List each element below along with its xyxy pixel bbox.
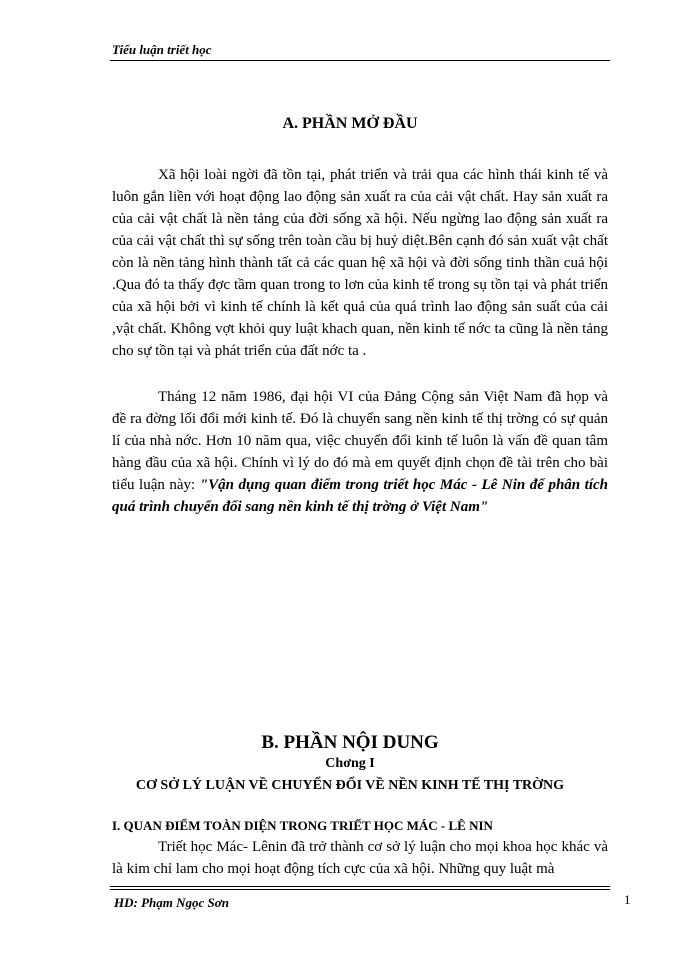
- chapter-title: CƠ SỞ LÝ LUẬN VỀ CHUYỂN ĐỔI VỀ NỀN KINH TẾ THỊ TRỜNG: [135, 778, 565, 793]
- footer-author: HD: Phạm Ngọc Sơn: [114, 895, 229, 910]
- subheading: I. QUAN ĐIỂM TOÀN DIỆN TRONG TRIẾT HỌC MÁC - LÊ NIN: [112, 818, 493, 833]
- chapter-label: Chơng I: [325, 756, 375, 771]
- content-paragraph: Triết học Mác- Lênin đã trở thành cơ sở lý luận cho mọi khoa học khác và là kim chỉ lam cho mọi hoạt động tích cực của xã hội. Những quy luật mà: [112, 839, 608, 877]
- intro-paragraph: Xã hội loài ngời đã tồn tại, phát triển và trải qua các hình thái kinh tế và luôn gắn liền với hoạt động lao động sản xuất ra của cải vật chất. Hay sản xuất ra của cải vật chất là nền tảng của đời sống xã hội. Nếu ngừng lao động sản xuất ra của cải vật chất thì sự sống trên toàn cầu bị huỷ diệt.Bên cạnh đó sản xuất vật chất còn là nền tảng hình thành tất cả các quan hệ xã hội và đời sống tinh thần cuả hội .Qua đó ta thấy đợc tầm quan trong to lơn của kinh tế trong sụ tồn tại và phát triển của xã hội bởi vì kinh tế chính là kết quả của quá trình lao động sản suất của cải ,vật chất. Không vợt khỏi quy luật khach quan, nền kinh tế nớc ta cũng là nền tảng cho sự tồn tại và phát triển của đất nớc ta .: [112, 167, 608, 359]
- intro-paragraph-2: [112, 386, 608, 518]
- header-title: Tiểu luận triết học: [112, 42, 212, 57]
- section-b-title: B. PHẦN NỘI DUNG: [261, 732, 439, 753]
- page-number: 1: [624, 892, 631, 907]
- section-a-title: A. PHẦN MỞ ĐẦU: [282, 115, 418, 132]
- intro-paragraph-2-text: Tháng 12 năm 1986, đại hội VI của Đảng Cộng sản Việt Nam đã họp và đề ra đờng lối đổi mới kinh tế. Đó là chuyển sang nền kinh tế thị trờng có sự quản lí của nhà nớc. Hơn 10 năm qua, việc chuyển đổi kinh tế luôn là vấn đề quan tâm hàng đầu của xã hội. Chính vì lý do đó mà em quyết định chọn đề tài trên cho bài tiểu luận này:: [112, 389, 608, 493]
- topic-title: "Vận dụng quan điểm trong triết học Mác - Lê Nin để phân tích quá trình chuyển đổi sang nền kinh tế thị trờng ở Việt Nam": [112, 477, 609, 515]
- header-rule: [110, 60, 610, 61]
- footer-rule: [110, 886, 610, 890]
